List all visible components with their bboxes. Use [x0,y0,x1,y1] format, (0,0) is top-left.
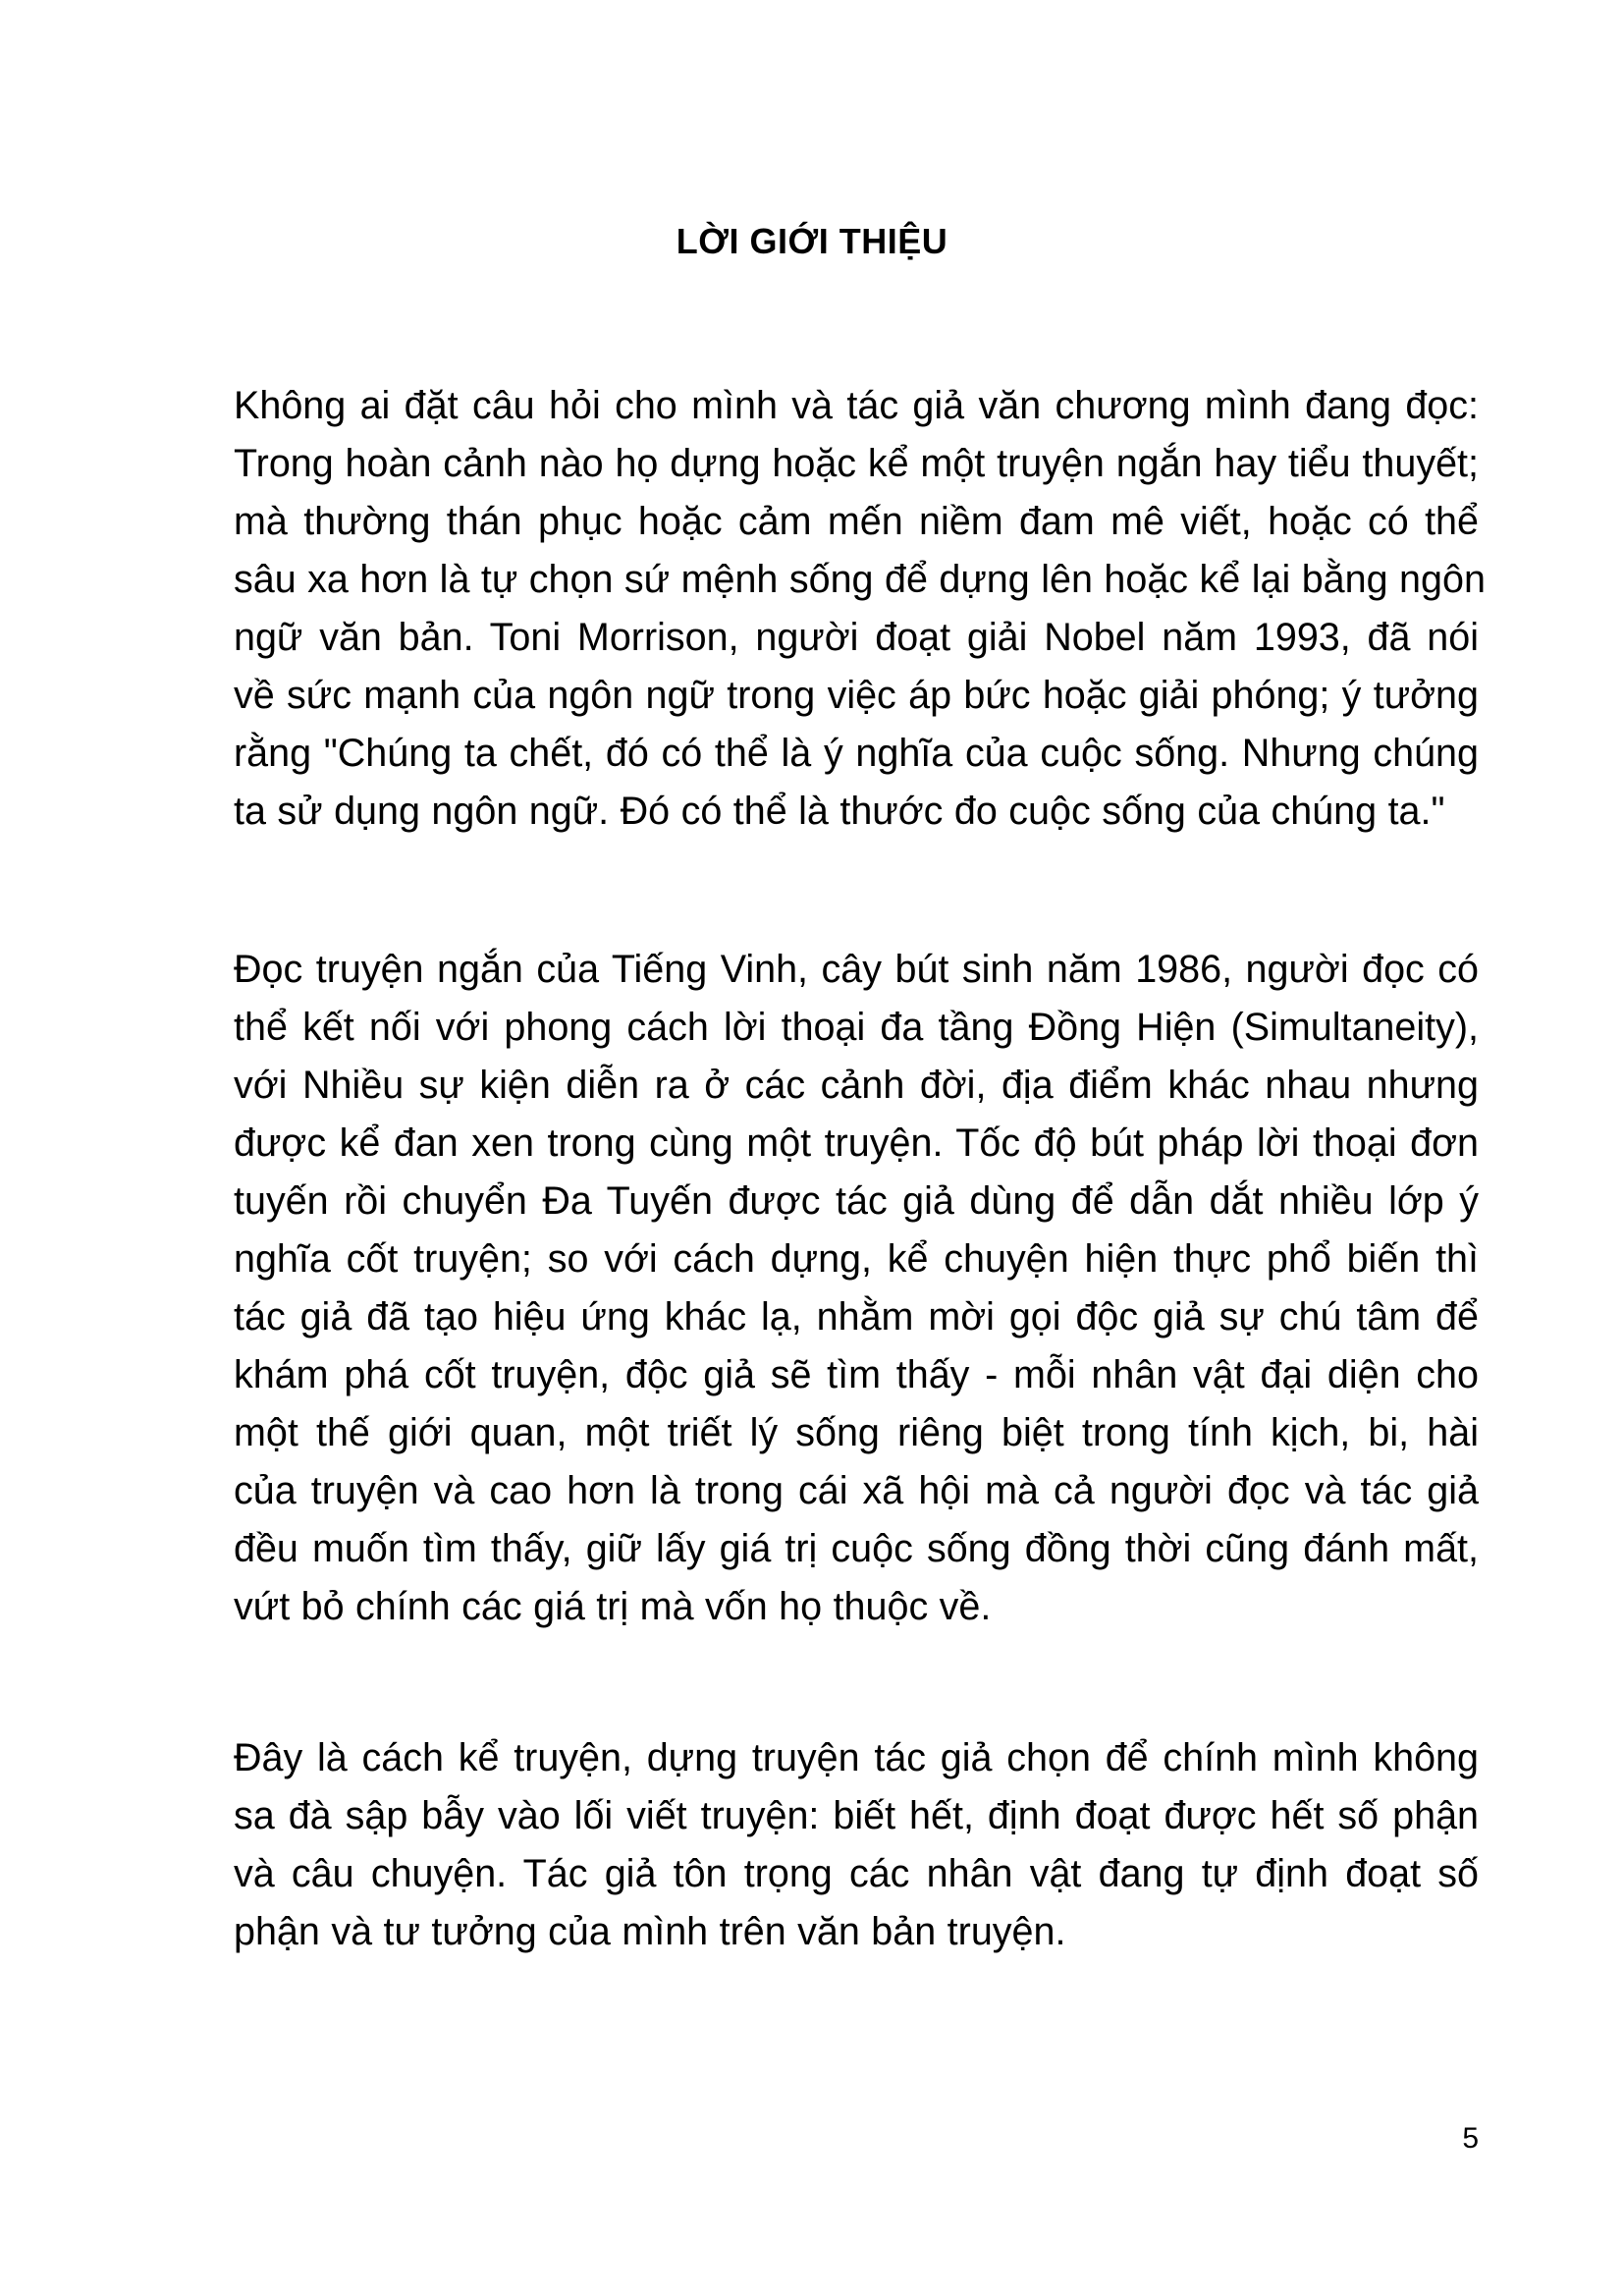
paragraph-line: ngữ văn bản. Toni Morrison, người đoạt giải Nobel năm 1993, đã nói [234,616,1479,659]
paragraph-line: của truyện và cao hơn là trong cái xã hội mà cả người đọc và tác giả [234,1469,1479,1512]
paragraph-line: thể kết nối với phong cách lời thoại đa tầng Đồng Hiện (Simultaneity), [234,1006,1479,1049]
paragraph-line: phận và tư tưởng của mình trên văn bản truyện. [234,1910,1066,1953]
paragraph-3 [234,1729,1479,1961]
paragraph-line: được kể đan xen trong cùng một truyện. Tốc độ bút pháp lời thoại đơn [234,1121,1479,1165]
paragraph-line: rằng "Chúng ta chết, đó có thể là ý nghĩa của cuộc sống. Nhưng chúng [234,732,1479,775]
paragraph-line: nghĩa cốt truyện; so với cách dựng, kể chuyện hiện thực phổ biến thì [234,1237,1479,1281]
paragraph-line: đều muốn tìm thấy, giữ lấy giá trị cuộc sống đồng thời cũng đánh mất, [234,1527,1479,1570]
paragraph-line: Đây là cách kể truyện, dựng truyện tác giả chọn để chính mình không [234,1736,1479,1779]
paragraph-line: vứt bỏ chính các giá trị mà vốn họ thuộc về. [234,1585,992,1628]
page-title: LỜI GIỚI THIỆU [676,221,948,261]
paragraph-1 [234,377,1486,841]
paragraph-line: Không ai đặt câu hỏi cho mình và tác giả văn chương mình đang đọc: [234,384,1479,427]
paragraph-line: Đọc truyện ngắn của Tiếng Vinh, cây bút sinh năm 1986, người đọc có [234,948,1479,991]
paragraph-line: về sức mạnh của ngôn ngữ trong việc áp bức hoặc giải phóng; ý tưởng [234,674,1479,717]
paragraph-line: và câu chuyện. Tác giả tôn trọng các nhân vật đang tự định đoạt số [234,1852,1479,1895]
page-number: 5 [1462,2122,1479,2155]
paragraph-line: sâu xa hơn là tự chọn sứ mệnh sống để dựng lên hoặc kể lại bằng ngôn [234,558,1486,601]
paragraph-line: khám phá cốt truyện, độc giả sẽ tìm thấy - mỗi nhân vật đại diện cho [234,1353,1479,1396]
paragraph-line: ta sử dụng ngôn ngữ. Đó có thể là thước đo cuộc sống của chúng ta." [234,790,1445,833]
paragraph-2 [234,941,1479,1636]
paragraph-line: sa đà sập bẫy vào lối viết truyện: biết hết, định đoạt được hết số phận [234,1794,1479,1837]
paragraph-line: mà thường thán phục hoặc cảm mến niềm đam mê viết, hoặc có thể [234,500,1479,543]
paragraph-line: Trong hoàn cảnh nào họ dựng hoặc kể một truyện ngắn hay tiểu thuyết; [234,442,1479,485]
paragraph-line: tuyến rồi chuyển Đa Tuyến được tác giả dùng để dẫn dắt nhiều lớp ý [234,1179,1479,1223]
paragraph-line: tác giả đã tạo hiệu ứng khác lạ, nhằm mời gọi độc giả sự chú tâm để [234,1295,1479,1339]
paragraph-line: với Nhiều sự kiện diễn ra ở các cảnh đời, địa điểm khác nhau nhưng [234,1064,1479,1107]
paragraph-line: một thế giới quan, một triết lý sống riêng biệt trong tính kịch, bi, hài [234,1411,1479,1454]
